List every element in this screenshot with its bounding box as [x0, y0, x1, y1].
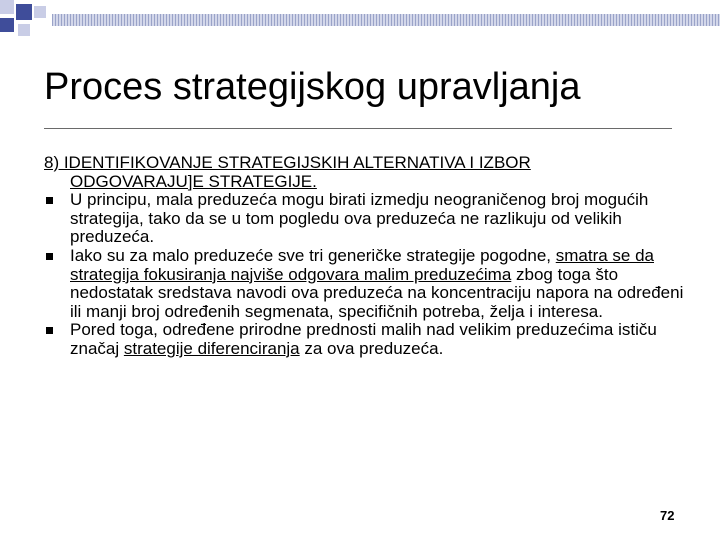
section-heading: [44, 154, 684, 191]
bullet-text-post: za ova preduzeća.: [299, 338, 444, 358]
slide-title: Proces strategijskog upravljanja: [44, 66, 581, 108]
deco-square: [0, 0, 14, 14]
section-heading-line1: 8) IDENTIFIKOVANJE STRATEGIJSKIH ALTERNATIVA I IZBOR: [44, 153, 531, 172]
list-item: [44, 191, 684, 247]
deco-square: [18, 24, 30, 36]
bullet-text: U principu, mala preduzeća mogu birati izmedju neograničenog broj mogućih strategija, tako da se u tom pogledu ova preduzeća ne razlikuju od velikih preduzeća.: [70, 190, 649, 247]
section-heading-line2: ODGOVARAJU]E STRATEGIJE.: [70, 171, 317, 191]
title-divider: [44, 128, 672, 129]
bullet-list: [44, 191, 684, 358]
bullet-text-post: zbog toga što nedostatak sredstava navodi ova preduzeća na koncentraciju napora na određeni ili manji broj određenih segmenata, specifičnih potreba, želja i interesa.: [70, 264, 684, 321]
bullet-text-pre: Pored toga, određene prirodne prednosti malih nad velikim preduzećima ističu značaj: [70, 320, 657, 358]
square-bullet-icon: [46, 197, 53, 204]
deco-square: [34, 6, 46, 18]
deco-square: [0, 18, 14, 32]
list-item: [44, 247, 684, 321]
deco-square: [16, 4, 32, 20]
bullet-text-underlined: strategije diferenciranja: [123, 338, 300, 358]
page-number: 72: [660, 508, 675, 523]
square-bullet-icon: [46, 327, 53, 334]
header-stripe-bar: [52, 14, 720, 26]
slide-content: [44, 154, 684, 359]
bullet-text-underlined: smatra se da strategija fokusiranja najviše odgovara malim preduzećima: [70, 245, 654, 284]
list-item: [44, 321, 684, 358]
bullet-text-pre: Iako su za malo preduzeće sve tri generičke strategije pogodne,: [70, 245, 551, 265]
square-bullet-icon: [46, 253, 53, 260]
